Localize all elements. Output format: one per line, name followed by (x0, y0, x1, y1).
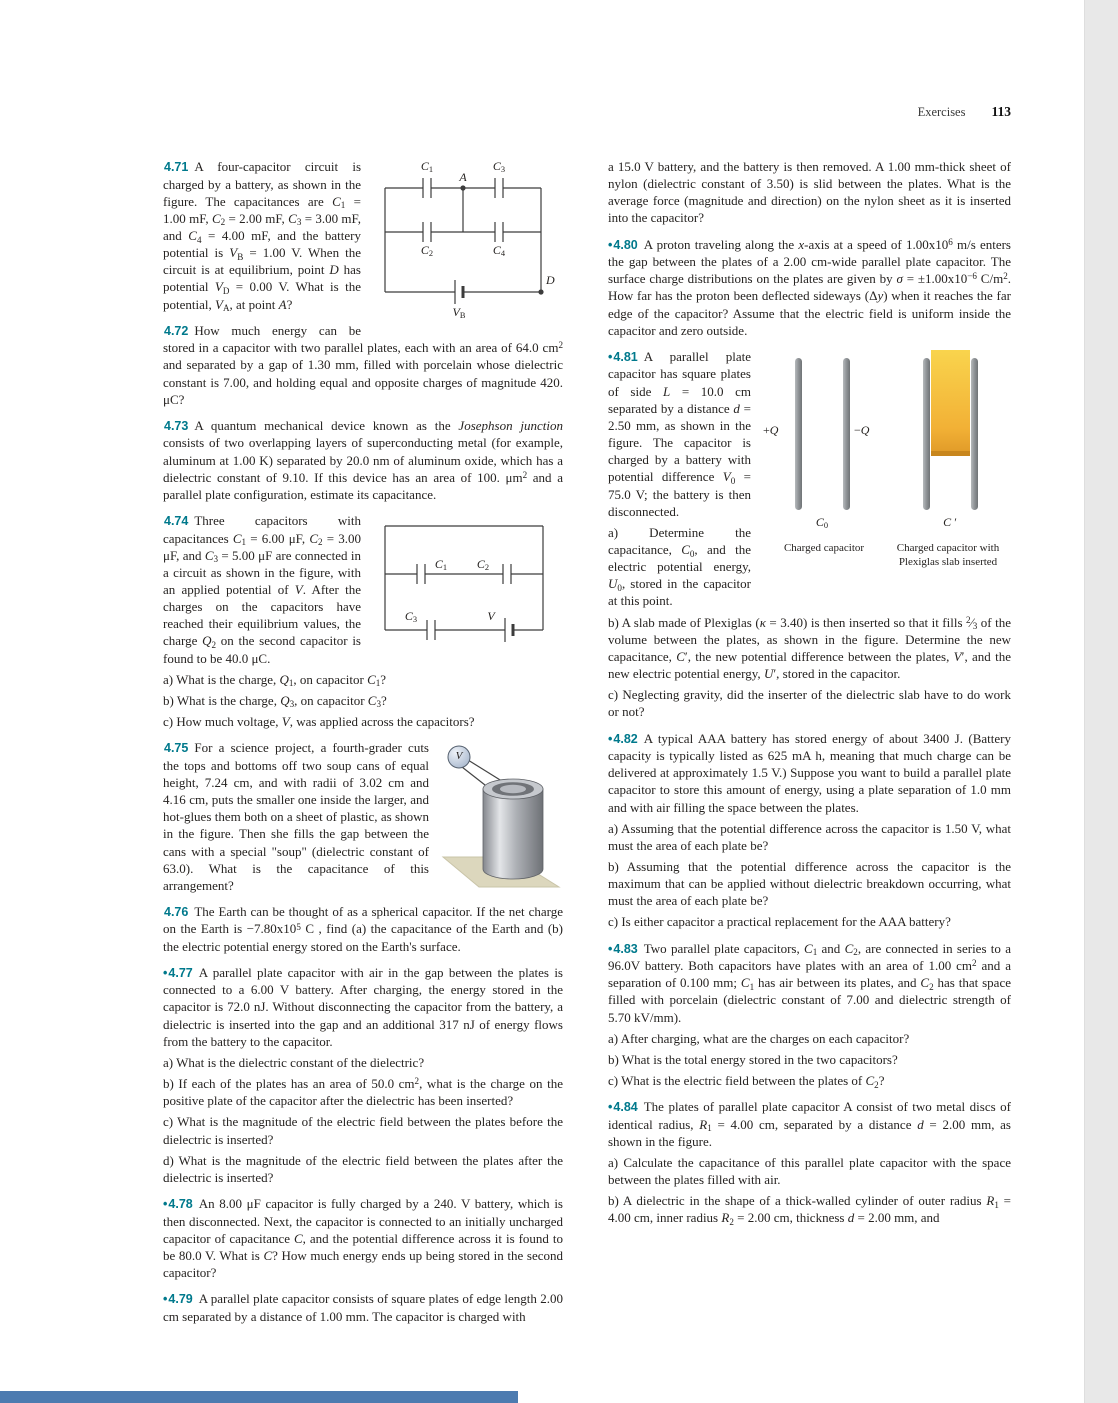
exercise-4-79 (163, 1290, 563, 1325)
exercise-number: 4.80 (613, 237, 638, 252)
exercise-paragraph (163, 417, 563, 503)
difficulty-bullet: • (608, 941, 613, 956)
exercise-number: 4.74 (164, 514, 189, 528)
label-v: V (487, 609, 495, 623)
exercise-item-a: a) What is the dielectric constant of the dielectric? (163, 1054, 425, 1070)
circuit-diagram-icon (371, 514, 563, 656)
exercise-number: 4.75 (164, 741, 189, 756)
exercise-number: 4.84 (613, 1100, 638, 1115)
caption-charged-capacitor-slab: Charged capacitor with Plexiglas slab inserted (896, 541, 1000, 568)
exercise-paragraph (608, 1098, 1011, 1150)
exercise-item-c: c) Is either capacitor a practical replacement for the AAA battery? (608, 914, 951, 930)
soup-can-capacitor-icon (439, 741, 563, 893)
exercise-item-d: d) What is the magnitude of the electric field between the plates after the dielectric is inserted? (163, 1152, 563, 1185)
label-point-a: A (459, 170, 467, 184)
exercise-text: A quantum mechanical device known as the Josephson junction consists of two overlapping layers of superconducting metal (for example, aluminum at 1.00 K) separated by 20.0 nm of aluminum oxide, which has a dielectric constant of 9.10. If this device has an area of 100. $\mu m^2$ and a parallel plate configuration, estimate its capacitance. (163, 417, 563, 502)
caption-charged-capacitor: Charged capacitor (783, 541, 865, 554)
exercise-text: The Earth can be thought of as a spherical capacitor. If the net charge on the Earth is $-7.80x10^5$ C , find (a) the capacitance of the Earth and (b) the electric potential energy stored on the Earth's surface. (163, 903, 563, 954)
exercise-item-a: a) What is the charge, $Q_1$, on capacitor $C_1$? (163, 671, 387, 689)
footer-color-bar (0, 1391, 518, 1403)
difficulty-bullet: • (608, 731, 613, 746)
exercise-4-77 (163, 964, 563, 1186)
exercise-item-b: b) A slab made of Plexiglas (κ = 3.40) is then inserted so that it fills $^2⁄_3$ of the volume between the plates, as shown in the figure. Determine the new capacitance, C′, the new potential difference between the plates, V′, and the new electric potential energy, U′, stored in the capacitor. (608, 614, 1012, 682)
exercise-number: 4.78 (168, 1197, 193, 1211)
exercise-number: 4.83 (613, 941, 638, 956)
exercise-number: 4.81 (613, 349, 638, 364)
exercise-item-c: c) How much voltage, V, was applied across the capacitors? (163, 714, 475, 730)
exercise-item-a: a) Determine the capacitance, $C_0$, and the electric potential energy, $U_0$, stored in the capacitor at this point. (608, 524, 751, 609)
difficulty-bullet: • (608, 237, 613, 252)
exercise-paragraph (163, 1195, 563, 1281)
exercise-4-72 (163, 322, 563, 408)
label-c3: $C_3$ (404, 609, 418, 625)
exercise-item-b: b) What is the total energy stored in the two capacitors? (608, 1051, 898, 1067)
exercise-item-b: b) Assuming that the potential difference across the capacitor is the maximum that can be applied without dielectric breakdown occurring, what must the area of each plate be? (608, 858, 1011, 909)
exercise-paragraph (608, 940, 1011, 1026)
page-header (608, 104, 1011, 120)
exercise-paragraph (163, 322, 563, 408)
exercise-paragraph (163, 1290, 563, 1325)
exercise-text: A proton traveling along the x-axis at a speed of $1.00x10^6$ m/s enters the gap between the plates of a 2.00 cm-wide parallel plate capacitor. The surface charge distributions on the plates are given by $\sigma = \pm 1.00x10^{-6}$ $C/m^2$. How far has the proton been deflected sideways (Δy) when it reaches the far edge of the capacitor? Assume that the electric field is uniform inside the capacitor and zero outside. (608, 236, 1011, 338)
voltmeter-label: V (455, 750, 463, 763)
exercise-4-78 (163, 1195, 563, 1281)
figure-soup-cans-4-75 (439, 741, 563, 893)
difficulty-bullet: • (163, 1197, 168, 1211)
running-head: Exercises (917, 105, 966, 119)
exercise-number: 4.73 (164, 418, 189, 433)
exercise-4-76 (163, 903, 563, 955)
exercise-item-c: c) What is the magnitude of the electric field between the plates before the dielectric is inserted? (163, 1114, 563, 1147)
exercise-item-b: b) If each of the plates has an area of 50.0 $cm^2$, what is the charge on the positive plate of the capacitor after the dielectric has been inserted? (163, 1076, 564, 1109)
exercise-number: 4.76 (164, 904, 189, 919)
exercise-4-81 (608, 348, 1011, 721)
label-c1: $C_1$ (420, 159, 434, 175)
exercise-number: 4.82 (613, 731, 638, 746)
exercise-paragraph (163, 903, 563, 955)
exercise-text: For a science project, a fourth-grader cuts the tops and bottoms off two soup cans of equal height, 7.24 cm, and with radii of 3.02 cm and 4.16 cm, puts the smaller one inside the larger, and hot-glues them both on a sheet of plastic, as shown in the figure. Then she fills the gap between the cans with a special "soup" (dielectric constant of 63.0). What is the capacitance of this arrangement? (163, 740, 429, 893)
label-c3: $C_3$ (492, 159, 506, 175)
exercise-text: An 8.00 μF capacitor is fully charged by a 240. V battery, which is then disconnected. Next, the capacitor is connected to an initially uncharged capacitor of capacitance C, and the potential difference across it is found to be 80.0 V. What is C? How much energy ends up being stored in the second capacitor? (163, 1196, 564, 1280)
exercise-item-b: b) What is the charge, $Q_3$, on capacitor $C_3$? (163, 692, 387, 710)
difficulty-bullet: • (163, 965, 168, 980)
figure-circuit-4-71 (371, 160, 563, 324)
figure-circuit-4-74 (371, 514, 563, 656)
exercise-4-82 (608, 730, 1011, 931)
label-c2: $C_2$ (476, 557, 490, 573)
difficulty-bullet: • (163, 1292, 168, 1307)
exercise-paragraph: a 15.0 V battery, and the battery is then removed. A 1.00 mm-thick sheet of nylon (dielectric constant of 3.50) is slid between the plates. What is the average force (magnitude and direction) on the nylon sheet as it is inserted into the capacitor? (608, 159, 1011, 226)
label-c-prime: C ′ (943, 514, 957, 529)
exercise-number: 4.71 (164, 160, 189, 174)
exercise-text: A parallel plate capacitor consists of square plates of edge length 2.00 cm separated by a distance of 1.00 mm. The capacitor is charged with (163, 1291, 563, 1324)
exercise-4-79-continuation (608, 158, 1011, 227)
difficulty-bullet: • (608, 1100, 613, 1115)
exercise-item-a: a) After charging, what are the charges on each capacitor? (608, 1030, 910, 1046)
exercise-4-80 (608, 236, 1011, 339)
column-right (608, 158, 1011, 1236)
exercise-text: A typical AAA battery has stored energy of about 3400 J. (Battery capacity is typically listed as 625 mA h, meaning that much charge can be delivered at approximately 1.5 V.) Suppose you want to build a parallel plate capacitor to store this amount of energy, using a plate separation of 1.0 mm and with air filling the space between the plates. (608, 730, 1011, 815)
figure-capacitors-4-81 (761, 350, 1011, 586)
page-number: 113 (991, 104, 1011, 119)
label-point-d: D (546, 273, 555, 287)
exercise-4-71 (163, 158, 563, 321)
exercise-number: 4.77 (168, 965, 193, 980)
label-plus-q: +Q (763, 422, 779, 437)
label-minus-q: −Q (854, 422, 870, 437)
exercise-text: Two parallel plate capacitors, $C_1$ and $C_2$, are connected in series to a 96.0V battery. Both capacitors have plates with an area of 1.00 $cm^2$ and a separation of 0.100 mm; $C_1$ has air between its plates, and $C_2$ has that space filled with porcelain (dielectric constant of 7.00 and dielectric strength of 5.70 kV/mm). (608, 940, 1011, 1025)
exercise-4-84 (608, 1098, 1011, 1226)
exercise-text: A parallel plate capacitor with air in the gap between the plates is connected to a 6.00 V battery. After charging, the energy stored in the capacitor is 72.0 nJ. Without disconnecting the capacitor from the battery, a dielectric is inserted into the gap and an additional 317 nJ of energy flows from the battery to the capacitor. (163, 964, 563, 1049)
exercise-item-a: a) Calculate the capacitance of this parallel plate capacitor with the space between the plates filled with air. (608, 1155, 1011, 1188)
exercise-4-83 (608, 940, 1011, 1090)
exercise-4-74 (163, 512, 563, 730)
exercise-paragraph (163, 964, 563, 1050)
circuit-diagram-icon (371, 160, 563, 324)
label-vb: $V_B$ (452, 305, 466, 321)
exercise-item-c: c) Neglecting gravity, did the inserter of the dielectric slab have to do work or not? (608, 687, 1011, 720)
label-c0: $C_0$ (815, 514, 829, 531)
label-c1: $C_1$ (434, 557, 448, 573)
exercise-paragraph (608, 730, 1011, 816)
exercise-number: 4.72 (164, 323, 189, 338)
page-edge-strip (1084, 0, 1118, 1403)
exercise-text: The plates of parallel plate capacitor A consist of two metal discs of identical radius, $R_1 = 4.00$ cm, separated by a distance d = 2.00 mm, as shown in the figure. (608, 1099, 1011, 1149)
column-left (163, 158, 563, 1334)
exercise-text: A parallel plate capacitor has square plates of side L = 10.0 cm separated by a distance d = 2.50 mm, as shown in the figure. The capacitor is charged by a battery with potential difference $V_0 = 75.0$ V; the battery is then disconnected. (608, 348, 751, 519)
exercise-text: Three capacitors with capacitances $C_1 = 6.00$ μF, $C_2 = 3.00$ μF, and $C_3 = 5.00$ μF are connected in a circuit as shown in the figure, with an applied potential of V. After the charges on the capacitors have reached their equilibrium values, the charge $Q_2$ on the second capacitor is found to be 40.0 μC. (163, 513, 361, 666)
exercise-text: How much energy can be stored in a capacitor with two parallel plates, each with an area of 64.0 $cm^2$ and separated by a gap of 1.30 mm, filled with porcelain whose dielectric constant is 7.00, and holding equal and opposite charges of magnitude 420. μC? (163, 322, 563, 407)
exercise-item-c: c) What is the electric field between the plates of $C_2$? (608, 1073, 885, 1090)
exercise-4-75 (163, 739, 563, 894)
exercise-paragraph (608, 236, 1011, 339)
exercise-text: A four-capacitor circuit is charged by a battery, as shown in the figure. The capacitances are $C_1 = 1.00$ mF, $C_2 = 2.00$ mF, $C_3 = 3.00$ mF, and $C_4 = 4.00$ mF, and the battery potential is $V_B = 1.00$ V. When the circuit is at equilibrium, point D has potential $V_D = 0.00$ V. What is the potential, $V_A$, at point A? (163, 159, 361, 314)
exercise-item-b: b) A dielectric in the shape of a thick-walled cylinder of outer radius $R_1 = 4.00$ cm, inner radius $R_2 = 2.00$ cm, thickness d = 2.00 mm, and (608, 1193, 1011, 1228)
difficulty-bullet: • (608, 349, 613, 364)
exercise-4-73 (163, 417, 563, 503)
label-c2: $C_2$ (420, 243, 434, 259)
label-c4: $C_4$ (492, 243, 506, 259)
exercise-number: 4.79 (168, 1292, 193, 1307)
exercise-item-a: a) Assuming that the potential difference across the capacitor is 1.50 V, what must the area of each plate be? (608, 820, 1011, 853)
